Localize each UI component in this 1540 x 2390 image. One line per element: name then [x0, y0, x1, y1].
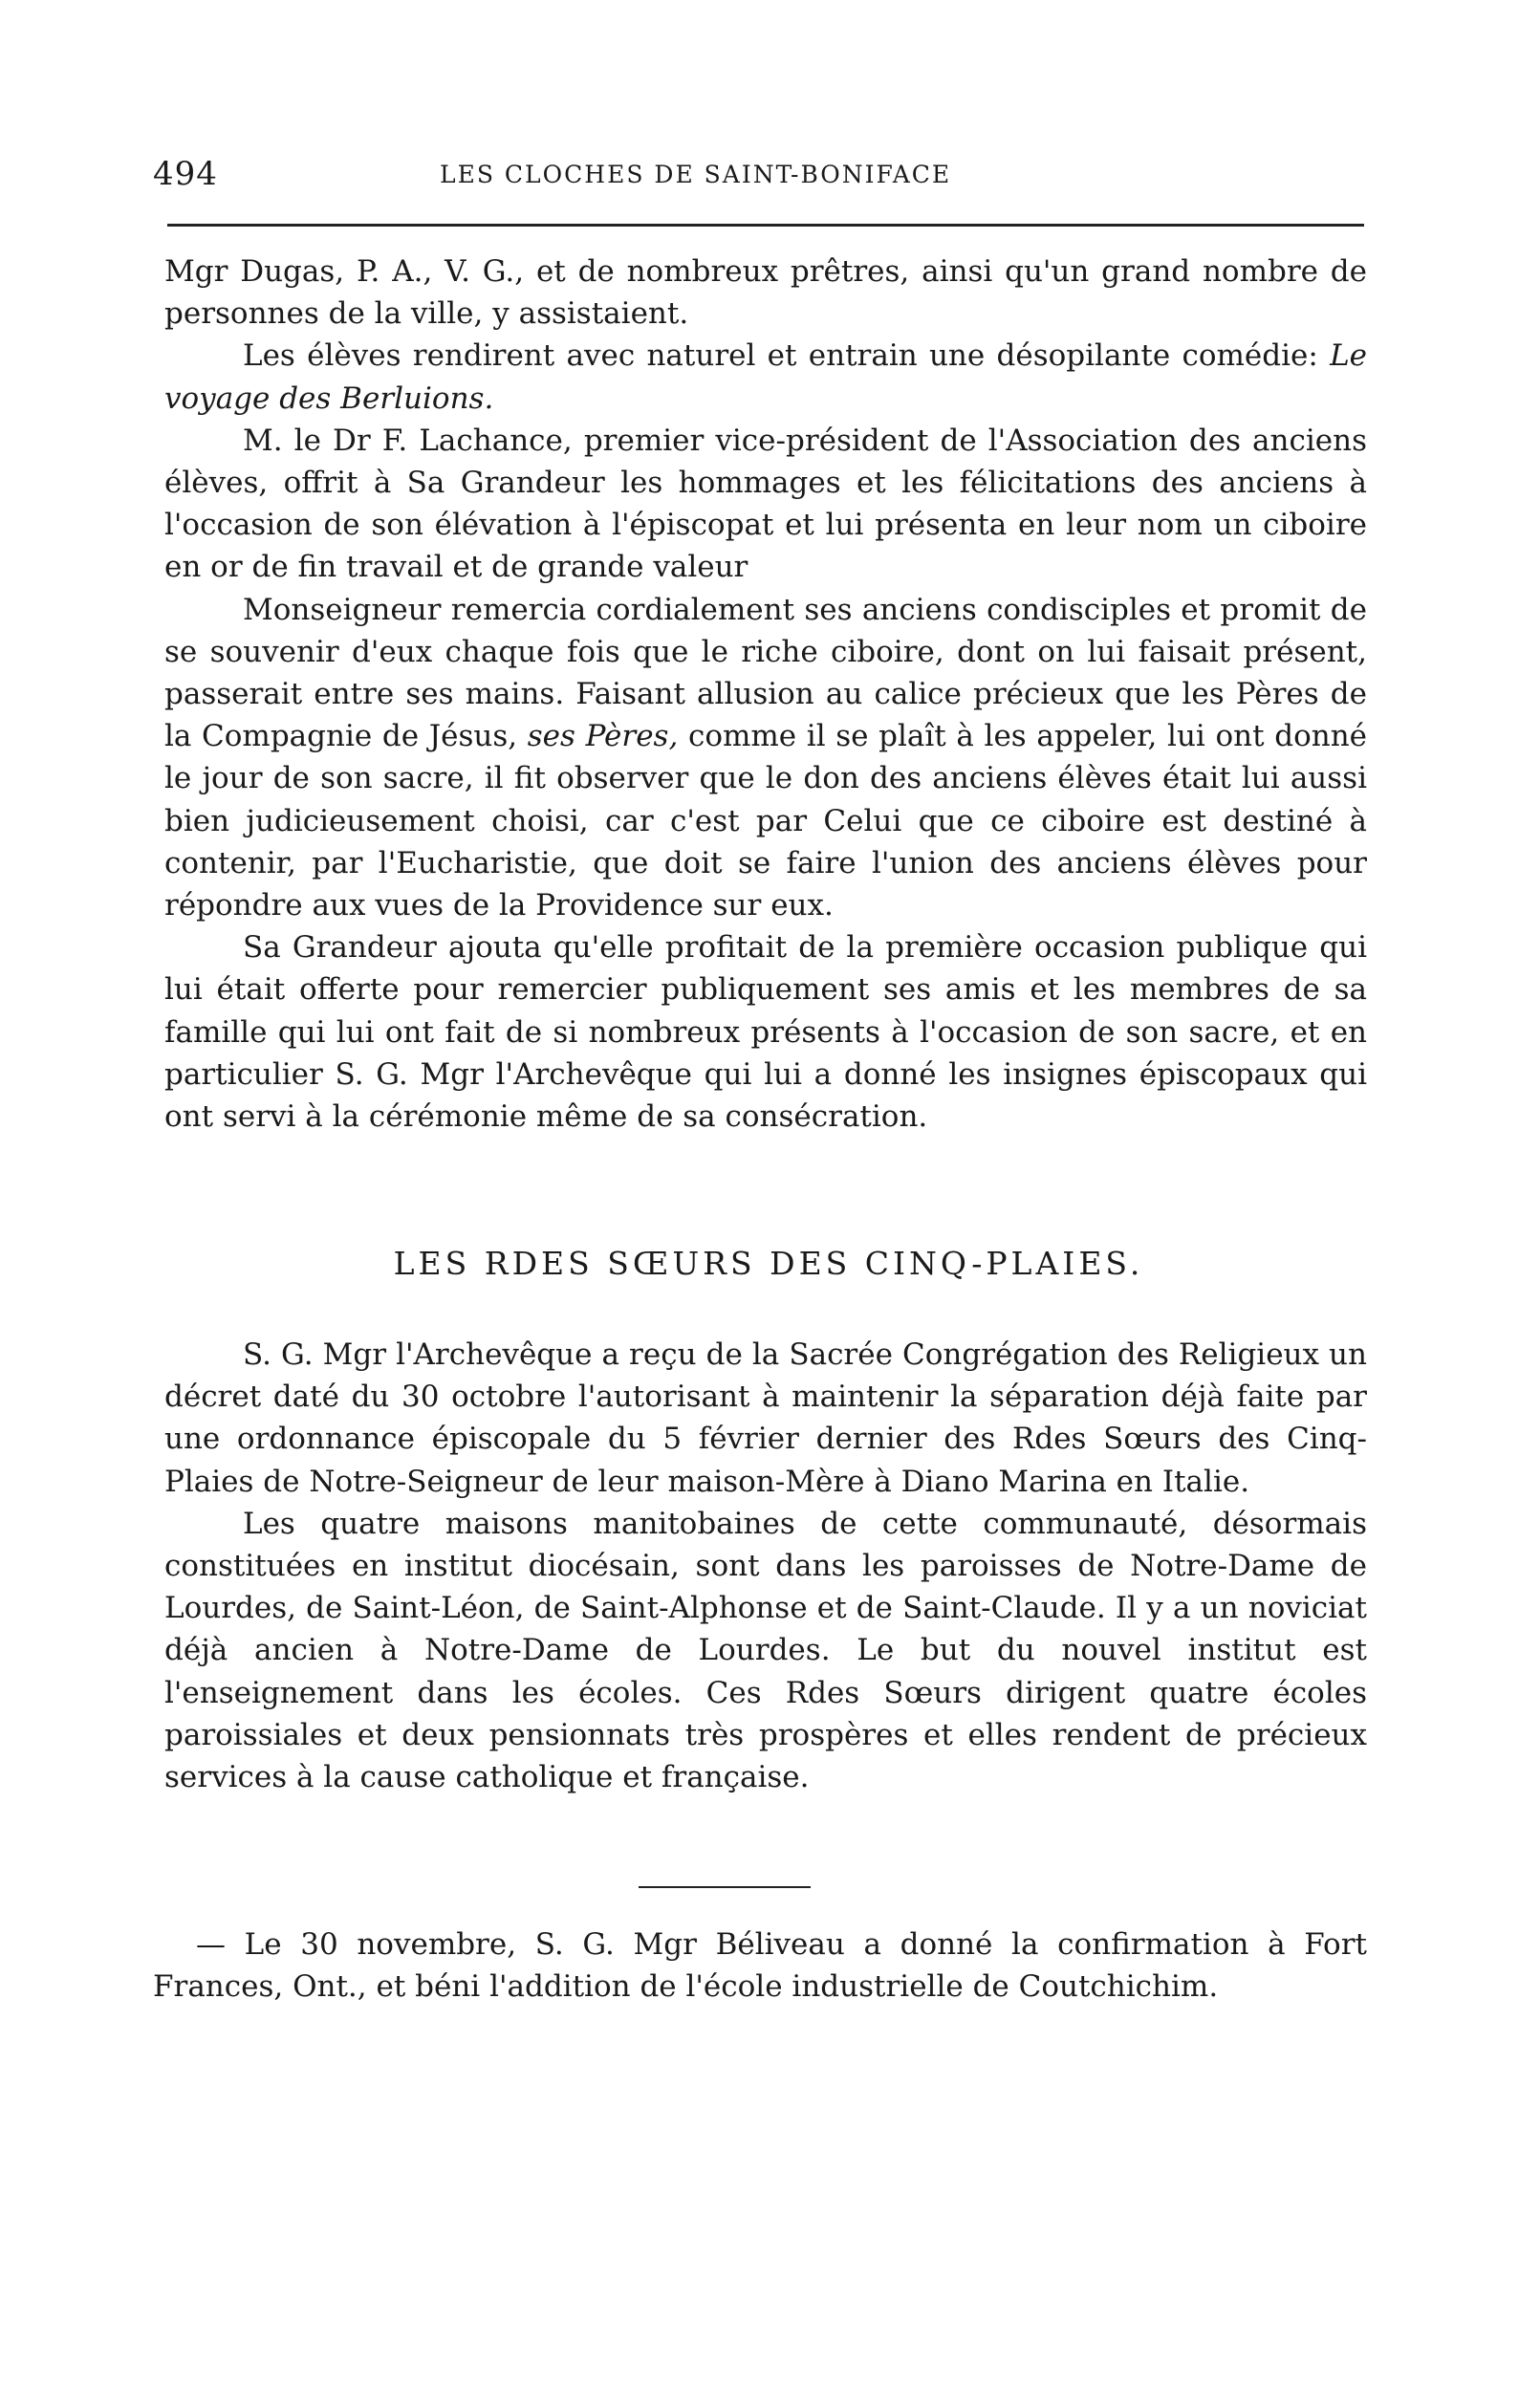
- paragraph: Sa Grandeur ajouta qu'elle profitait de la première occasion publique qui lui était offerte pour remercier publiquement ses amis et les membres de sa famille qui lui ont fait de si nombreux présents à l'occasion de son sacre, et en particulier S. G. Mgr l'Archevêque qui lui a donné les insignes épiscopaux qui ont servi à la cérémonie même de sa consécration.: [164, 930, 1367, 1135]
- paragraph: — Le 30 novembre, S. G. Mgr Béliveau a donné la confirmation à Fort Frances, Ont., et béni l'addition de l'école industrielle de Coutchichim.: [153, 1927, 1367, 2005]
- paragraph: M. le Dr F. Lachance, premier vice-président de l'Association des anciens élèves, offrit à Sa Grandeur les hommages et les félicitations des anciens à l'occasion de son élévation à l'épiscopat et lui présenta en leur nom un ciboire en or de fin travail et de grande valeur: [164, 423, 1367, 585]
- paragraph-text: Monseigneur remercia cordialement ses anciens condisciples et promit de se souvenir d'eux chaque fois que le riche ciboire, dont on lui faisait présent, passerait entre ses mains. Faisant allusion au calice précieux que les Pères de la Compagnie de Jésus,: [164, 592, 1367, 754]
- page-header: [153, 143, 1367, 201]
- paragraph: Les quatre maisons manitobaines de cette communauté, désormais constituées en institut diocésain, sont dans les paroisses de Notre-Dame de Lourdes, de Saint-Léon, de Saint-Alphonse et de Saint-Claude. Il y a un noviciat déjà ancien à Notre-Dame de Lourdes. Le but du nouvel institut est l'enseignement dans les écoles. Ces Rdes Sœurs dirigent quatre écoles paroissiales et deux pensionnats très prospères et elles rendent de précieux services à la cause catholique et française.: [164, 1506, 1367, 1795]
- paragraph-text-continued: comme il se plaît à les appeler, lui ont donné le jour de son sacre, il fit observer que le don des anciens élèves était lui aussi bien judicieusement choisi, car c'est par Celui que ce ciboire est destiné à contenir, par l'Eucharistie, que doit se faire l'union des anciens élèves pour répondre aux vues de la Providence sur eux.: [164, 719, 1368, 923]
- header-rule: [167, 224, 1364, 227]
- paragraph: S. G. Mgr l'Archevêque a reçu de la Sacrée Congrégation des Religieux un décret daté du 30 octobre l'autorisant à maintenir la séparation déjà faite par une ordonnance épiscopale du 5 février dernier des Rdes Sœurs des Cinq-Plaies de Notre-Seigneur de leur maison-Mère à Diano Marina en Italie.: [164, 1337, 1367, 1499]
- paragraph: [164, 589, 1367, 927]
- italic-phrase: ses Pères,: [527, 719, 679, 754]
- section-title: LES RDES SŒURS DES CINQ-PLAIES.: [393, 1245, 1144, 1282]
- section-divider: [639, 1886, 811, 1888]
- section-sisters: [164, 1334, 1367, 1798]
- comedy-title: Le voyage des Berluions.: [164, 338, 1368, 416]
- section-news-item: [153, 1923, 1367, 2008]
- paragraph: Mgr Dugas, P. A., V. G., et de nombreux prêtres, ainsi qu'un grand nombre de personnes de la ville, y assistaient.: [164, 254, 1367, 332]
- running-head: LES CLOCHES DE SAINT-BONIFACE: [440, 161, 952, 188]
- paragraph-text: Les élèves rendirent avec naturel et entrain une désopilante comédie:: [243, 338, 1318, 374]
- section-alumni-celebration: [164, 250, 1367, 1138]
- page-number: 494: [153, 155, 218, 193]
- paragraph: [164, 335, 1367, 419]
